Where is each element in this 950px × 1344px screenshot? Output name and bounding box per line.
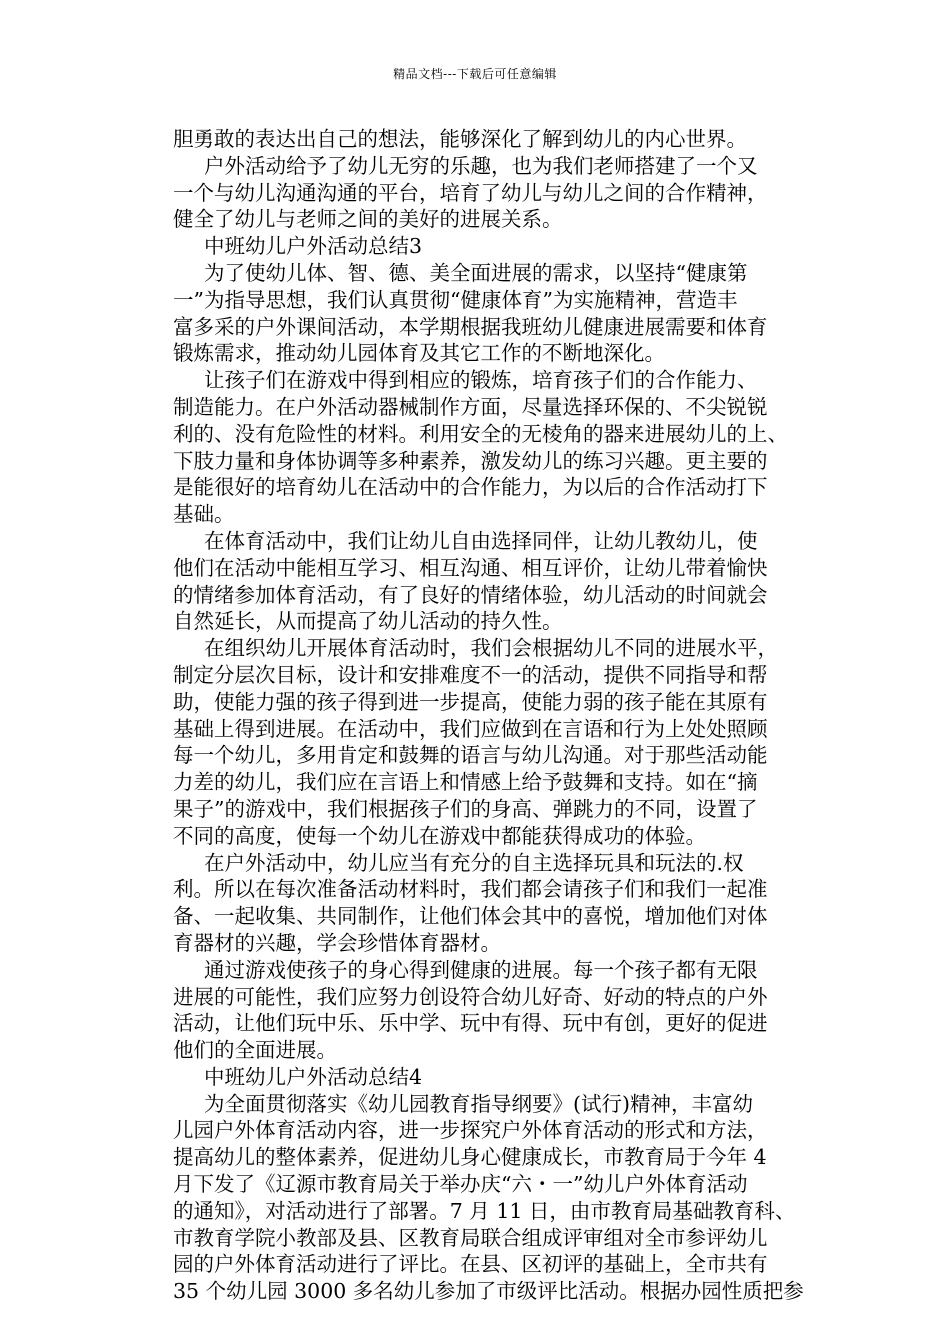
body-text-line: 制定分层次目标，设计和安排难度不一的活动，提供不同指导和帮	[173, 662, 768, 687]
body-text-line: 户外活动给予了幼儿无穷的乐趣，也为我们老师搭建了一个又	[204, 153, 758, 178]
body-text-line: 基础上得到进展。在活动中，我们应做到在言语和行为上处处照顾	[173, 716, 768, 741]
body-text-line: 利。所以在每次准备活动材料时，我们都会请孩子们和我们一起准	[173, 877, 768, 902]
body-text-line: 在组织幼儿开展体育活动时，我们会根据幼儿不同的进展水平，	[204, 636, 778, 661]
body-text-line: 富多采的户外课间活动，本学期根据我班幼儿健康进展需要和体育	[173, 314, 768, 339]
body-text-line: 为全面贯彻落实《幼儿园教育指导纲要》(试行)精神，丰富幼	[204, 1091, 753, 1116]
body-text-line: 利的、没有危险性的材料。利用安全的无棱角的器来进展幼儿的上、	[173, 421, 788, 446]
body-text-line: 市教育学院小教部及县、区教育局联合组成评审组对全市参评幼儿	[173, 1225, 768, 1250]
body-text-line: 每一个幼儿，多用肯定和鼓舞的语言与幼儿沟通。对于那些活动能	[173, 743, 768, 768]
body-text-line: 一个与幼儿沟通沟通的平台，培育了幼儿与幼儿之间的合作精神，	[173, 180, 768, 205]
body-text-line: 不同的高度，使每一个幼儿在游戏中都能获得成功的体验。	[173, 823, 706, 848]
body-text-line: 锻炼需求，推动幼儿园体育及其它工作的不断地深化。	[173, 341, 665, 366]
body-text-line: 的通知》，对活动进行了部署。7 月 11 日，由市教育局基础教育科、	[173, 1198, 796, 1223]
body-text-line: 基础。	[173, 502, 235, 527]
body-text-line: 让孩子们在游戏中得到相应的锻炼，培育孩子们的合作能力、	[204, 368, 758, 393]
body-text-line: 果子”的游戏中，我们根据孩子们的身高、弹跳力的不同，设置了	[173, 796, 758, 821]
body-text-line: 是能很好的培育幼儿在活动中的合作能力，为以后的合作活动打下	[173, 475, 768, 500]
body-text-line: 园的户外体育活动进行了评比。在县、区初评的基础上，全市共有	[173, 1252, 768, 1277]
body-text-line: 力差的幼儿，我们应在言语上和情感上给予鼓舞和支持。如在“摘	[173, 770, 758, 795]
body-text-line: 活动，让他们玩中乐、乐中学、玩中有得、玩中有创，更好的促进	[173, 1011, 768, 1036]
body-text-line: 他们的全面进展。	[173, 1038, 337, 1063]
body-text-line: 为了使幼儿体、智、德、美全面进展的需求，以坚持“健康第	[204, 260, 748, 285]
body-text-line: 中班幼儿户外活动总结4	[204, 1064, 423, 1089]
body-text-line: 在体育活动中，我们让幼儿自由选择同伴，让幼儿教幼儿，使	[204, 528, 758, 553]
body-text-line: 35 个幼儿园 3000 多名幼儿参加了市级评比活动。根据办园性质把参	[173, 1279, 804, 1304]
document-body	[173, 126, 813, 1305]
body-text-line: 一”为指导思想，我们认真贯彻“健康体育”为实施精神，营造丰	[173, 287, 738, 312]
body-text-line: 儿园户外体育活动内容，进一步探究户外体育活动的形式和方法，	[173, 1118, 768, 1143]
body-text-line: 助，使能力强的孩子得到进一步提高，使能力弱的孩子能在其原有	[173, 689, 768, 714]
body-text-line: 通过游戏使孩子的身心得到健康的进展。每一个孩子都有无限	[204, 957, 758, 982]
body-text-line: 月下发了《辽源市教育局关于举办庆“六・一”幼儿户外体育活动	[173, 1172, 748, 1197]
body-text-line: 自然延长，从而提高了幼儿活动的持久性。	[173, 609, 563, 634]
body-text-line: 提高幼儿的整体素养，促进幼儿身心健康成长，市教育局于今年 4	[173, 1145, 767, 1170]
body-text-line: 下肢力量和身体协调等多种素养，激发幼儿的练习兴趣。更主要的	[173, 448, 768, 473]
body-text-line: 制造能力。在户外活动器械制作方面，尽量选择环保的、不尖锐锐	[173, 394, 768, 419]
body-text-line: 中班幼儿户外活动总结3	[204, 234, 423, 259]
body-text-line: 育器材的兴趣，学会珍惜体育器材。	[173, 930, 501, 955]
body-text-line: 备、一起收集、共同制作，让他们体会其中的喜悦，增加他们对体	[173, 904, 768, 929]
body-text-line: 胆勇敢的表达出自己的想法，能够深化了解到幼儿的内心世界。	[173, 127, 747, 151]
body-text-line: 进展的可能性，我们应努力创设符合幼儿好奇、好动的特点的户外	[173, 984, 768, 1009]
page-header: 精品文档---下载后可任意编辑	[393, 67, 557, 81]
body-text-line: 健全了幼儿与老师之间的美好的进展关系。	[173, 207, 563, 232]
body-text-line: 在户外活动中，幼儿应当有充分的自主选择玩具和玩法的.权	[204, 850, 744, 875]
body-text-line: 的情绪参加体育活动，有了良好的情绪体验，幼儿活动的时间就会	[173, 582, 768, 607]
body-text-line: 他们在活动中能相互学习、相互沟通、相互评价，让幼儿带着愉快	[173, 555, 768, 580]
